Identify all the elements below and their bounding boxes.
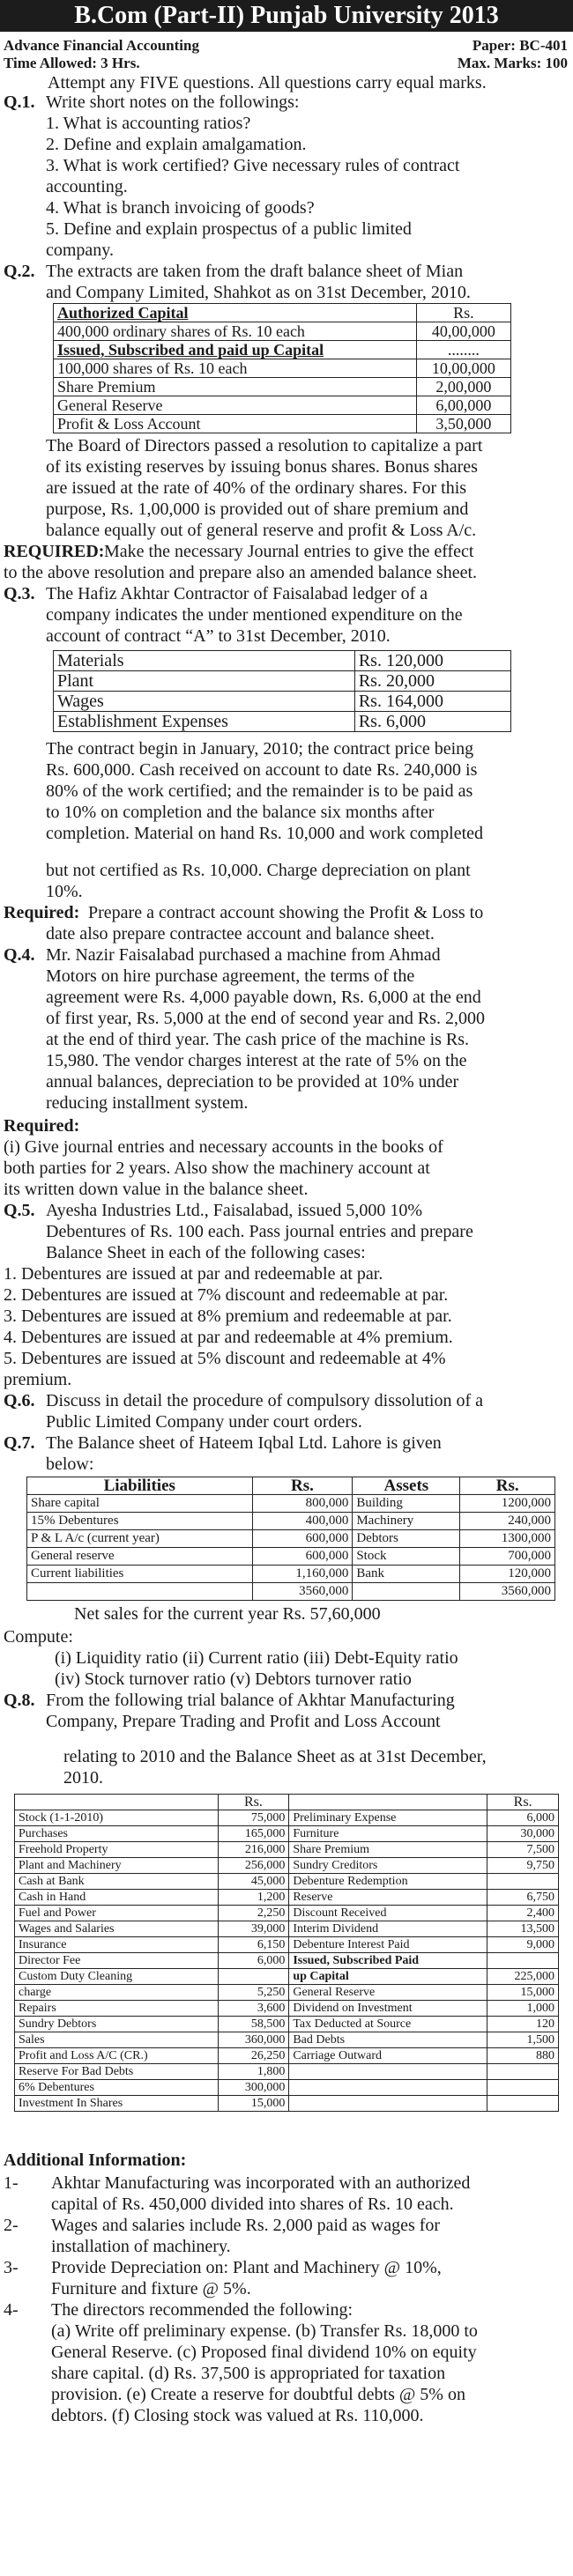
q2-text: The extracts are taken from the draft balance sheet of Mian	[46, 262, 464, 281]
q6-text: Public Limited Company under court orders.	[46, 1412, 362, 1432]
table-row	[15, 1953, 559, 1969]
additional-item-text: Furniture and fixture @ 5%.	[51, 2279, 251, 2298]
q5-text: Ayesha Industries Ltd., Faisalabad, issued 5,000 10%	[46, 1201, 422, 1220]
table-cell: 100,000 shares of Rs. 10 each	[54, 359, 417, 378]
trial-balance-table	[14, 1794, 559, 2112]
table-cell: Cash in Hand	[15, 1890, 219, 1906]
table-cell: 300,000	[218, 2080, 289, 2096]
table-cell: Preliminary Expense	[289, 1810, 487, 1826]
table-row	[15, 1874, 559, 1890]
table-cell: Current liabilities	[27, 1566, 253, 1583]
table-cell: 1,500	[487, 2032, 559, 2048]
q1-item: 5. Define and explain prospectus of a public limited	[46, 219, 412, 239]
table-cell: 880	[487, 2048, 559, 2064]
q4-text: reducing installment system.	[46, 1093, 249, 1113]
table-cell: 6% Debentures	[15, 2080, 219, 2096]
additional-item-number: 2-	[4, 2216, 19, 2235]
table-row	[15, 1890, 559, 1906]
table-cell: 6,150	[218, 1937, 289, 1953]
table-cell: Discount Received	[289, 1906, 487, 1921]
table-cell: 165,000	[218, 1826, 289, 1842]
table-cell: 40,00,000	[416, 322, 510, 341]
table-cell: 13,500	[487, 1921, 559, 1937]
q2-required-label: REQUIRED:	[4, 542, 105, 561]
table-cell	[487, 1953, 559, 1969]
table-cell: Purchases	[15, 1826, 219, 1842]
table-cell: Rs. 120,000	[354, 651, 510, 671]
table-cell: 400,000	[252, 1513, 353, 1530]
table-cell: Rs. 20,000	[354, 671, 510, 692]
table-cell: 15,000	[487, 1985, 559, 2001]
table-cell: Furniture	[289, 1826, 487, 1842]
additional-item-number: 4-	[4, 2300, 19, 2320]
q2-required: Make the necessary Journal entries to give the effect	[104, 542, 474, 561]
table-row	[27, 1566, 555, 1583]
q1-item: accounting.	[46, 177, 128, 196]
table-cell: 1,160,000	[252, 1566, 353, 1583]
table-cell: Debenture Interest Paid	[289, 1937, 487, 1953]
table-cell: Carriage Outward	[289, 2048, 487, 2064]
q7-compute: (iv) Stock turnover ratio (v) Debtors turnover ratio	[55, 1669, 412, 1689]
q2-label: Q.2.	[4, 262, 35, 281]
q5-item: 5. Debentures are issued at 5% discount and redeemable at 4%	[4, 1349, 446, 1368]
table-row	[15, 1826, 559, 1842]
q3-label: Q.3.	[4, 584, 35, 603]
table-cell	[289, 2096, 487, 2112]
q3-text: 80% of the work certified; and the remainder is to be paid as	[46, 781, 473, 801]
max-marks: Max. Marks: 100	[457, 55, 568, 71]
q2-text: purpose, Rs. 1,00,000 is provided out of share premium and	[46, 500, 469, 519]
q1-item: 2. Define and explain amalgamation.	[46, 135, 307, 154]
table-cell: 6,000	[218, 1953, 289, 1969]
q3-text: completion. Material on hand Rs. 10,000 and work completed	[46, 824, 484, 843]
q5-item: premium.	[4, 1370, 72, 1389]
table-cell: Insurance	[15, 1937, 219, 1953]
table-cell: 240,000	[460, 1513, 555, 1530]
q4-required: (i) Give journal entries and necessary accounts in the books of	[4, 1137, 443, 1157]
q7-text: below:	[46, 1455, 94, 1474]
q8-text: From the following trial balance of Akhtar Manufacturing	[46, 1691, 455, 1710]
q5-text: Debentures of Rs. 100 each. Pass journal entries and prepare	[46, 1222, 473, 1241]
table-cell: Plant	[54, 671, 355, 692]
q4-required: both parties for 2 years. Also show the machinery account at	[4, 1158, 430, 1178]
table-header: Rs.	[252, 1477, 353, 1495]
q2-text: The Board of Directors passed a resolution to capitalize a part	[46, 436, 483, 455]
q4-text: annual balances, depreciation to be provided at 10% under	[46, 1072, 459, 1092]
additional-item-text: General Reserve. (c) Proposed final dividend 10% on equity	[51, 2343, 477, 2362]
table-cell: 700,000	[460, 1548, 555, 1566]
table-cell: Freehold Property	[15, 1842, 219, 1858]
q7-label: Q.7.	[4, 1433, 35, 1453]
table-cell: Bank	[353, 1566, 460, 1583]
q3-text: account of contract “A” to 31st December, 2010.	[46, 626, 391, 646]
table-row	[54, 359, 511, 378]
table-total: 3560,000	[460, 1583, 555, 1601]
table-cell	[487, 2064, 559, 2080]
table-cell: 58,500	[218, 2017, 289, 2032]
table-cell: Director Fee	[15, 1953, 219, 1969]
q3-text: to 10% on completion and the balance six months after	[46, 803, 435, 822]
table-cell: 256,000	[218, 1858, 289, 1874]
table-row	[15, 1906, 559, 1921]
table-cell	[487, 2080, 559, 2096]
table-header: Assets	[353, 1477, 460, 1495]
table-cell: 15,000	[218, 2096, 289, 2112]
table-cell	[289, 2080, 487, 2096]
q3-required: Prepare a contract account showing the Profit & Loss to	[88, 903, 484, 922]
table-cell: 75,000	[218, 1810, 289, 1826]
q4-text: Motors on hire purchase agreement, the terms of the	[46, 966, 415, 986]
table-cell: 1,200	[218, 1890, 289, 1906]
q3-text: Rs. 600,000. Cash received on account to date Rs. 240,000 is	[46, 760, 478, 780]
additional-item-text: The directors recommended the following:	[51, 2300, 353, 2320]
table-header	[15, 1795, 219, 1810]
table-cell: Share Premium	[289, 1842, 487, 1858]
q7-net-sales: Net sales for the current year Rs. 57,60,000	[74, 1604, 381, 1624]
table-cell: Sundry Debtors	[15, 2017, 219, 2032]
q4-label: Q.4.	[4, 945, 35, 965]
table-row	[27, 1513, 555, 1530]
table-row	[54, 322, 511, 341]
table-cell: 15% Debentures	[27, 1513, 253, 1530]
q8-text: Company, Prepare Trading and Profit and Loss Account	[46, 1712, 441, 1731]
table-cell: Share capital	[27, 1495, 253, 1513]
table-cell: Sundry Creditors	[289, 1858, 487, 1874]
table-cell	[27, 1583, 253, 1601]
table-cell: Interim Dividend	[289, 1921, 487, 1937]
table-cell: 9,000	[487, 1937, 559, 1953]
table-row	[15, 1969, 559, 1985]
q5-item: 2. Debentures are issued at 7% discount and redeemable at par.	[4, 1285, 449, 1305]
q7-compute: (i) Liquidity ratio (ii) Current ratio (iii) Debt-Equity ratio	[55, 1648, 458, 1668]
q3-required: date also prepare contractee account and balance sheet.	[46, 924, 435, 944]
q4-text: Mr. Nazir Faisalabad purchased a machine from Ahmad	[46, 945, 441, 965]
q5-item: 1. Debentures are issued at par and redeemable at par.	[4, 1264, 383, 1284]
table-row	[15, 2080, 559, 2096]
table-cell: 600,000	[252, 1548, 353, 1566]
table-cell: Reserve For Bad Debts	[15, 2064, 219, 2080]
table-cell: Machinery	[353, 1513, 460, 1530]
q2-text: and Company Limited, Shahkot as on 31st December, 2010.	[46, 283, 471, 302]
table-cell: 360,000	[218, 2032, 289, 2048]
table-cell: Wages and Salaries	[15, 1921, 219, 1937]
table-row	[27, 1530, 555, 1548]
table-cell: Dividend on Investment	[289, 2001, 487, 2017]
table-cell: Reserve	[289, 1890, 487, 1906]
q8-text: relating to 2010 and the Balance Sheet as at 31st December,	[63, 1747, 487, 1766]
table-cell: Rs. 164,000	[354, 692, 510, 712]
table-cell: 1,800	[218, 2064, 289, 2080]
additional-item-text: Wages and salaries include Rs. 2,000 paid as wages for	[51, 2216, 441, 2235]
table-cell: Issued, Subscribed Paid	[289, 1953, 487, 1969]
q1-label: Q.1.	[4, 93, 35, 112]
additional-item-text: share capital. (d) Rs. 37,500 is appropriated for taxation	[51, 2364, 446, 2383]
table-cell: Profit and Loss A/C (CR.)	[15, 2048, 219, 2064]
table-cell	[487, 2096, 559, 2112]
table-row	[54, 396, 511, 415]
table-cell: 2,250	[218, 1906, 289, 1921]
table-cell	[353, 1583, 460, 1601]
q5-text: Balance Sheet in each of the following cases:	[46, 1243, 366, 1262]
instructions: Attempt any FIVE questions. All questions carry equal marks.	[48, 73, 487, 93]
additional-item-number: 3-	[4, 2258, 19, 2277]
table-cell	[487, 1874, 559, 1890]
q2-text: balance equally out of general reserve and profit & Loss A/c.	[46, 521, 477, 540]
table-cell: Profit & Loss Account	[54, 415, 417, 433]
table-cell: Stock	[353, 1548, 460, 1566]
table-row	[15, 1810, 559, 1826]
table-row	[54, 712, 511, 732]
table-cell: 225,000	[487, 1969, 559, 1985]
q1-item: 3. What is work certified? Give necessary rules of contract	[46, 156, 460, 175]
q3-text: company indicates the under mentioned expenditure on the	[46, 605, 463, 625]
table-header: Rs.	[487, 1795, 559, 1810]
q3-text: 10%.	[46, 882, 83, 901]
table-cell: 400,000 ordinary shares of Rs. 10 each	[54, 322, 417, 341]
table-cell: 216,000	[218, 1842, 289, 1858]
q7-text: The Balance sheet of Hateem Iqbal Ltd. Lahore is given	[46, 1433, 442, 1453]
table-row	[27, 1548, 555, 1566]
table-cell: Plant and Machinery	[15, 1858, 219, 1874]
table-row	[27, 1495, 555, 1513]
table-cell: Debenture Redemption	[289, 1874, 487, 1890]
table-row	[15, 1795, 559, 1810]
time-allowed: Time Allowed: 3 Hrs.	[4, 55, 140, 71]
table-cell: 120	[487, 2017, 559, 2032]
table-cell: 9,750	[487, 1858, 559, 1874]
table-cell: 120,000	[460, 1566, 555, 1583]
table-row	[54, 378, 511, 396]
additional-item-text: capital of Rs. 450,000 divided into shares of Rs. 10 each.	[51, 2195, 454, 2214]
table-row	[15, 2017, 559, 2032]
q8-label: Q.8.	[4, 1691, 35, 1710]
q4-text: of first year, Rs. 5,000 at the end of second year and Rs. 2,000	[46, 1009, 485, 1028]
page-title: B.Com (Part-II) Punjab University 2013	[0, 0, 573, 32]
table-cell: 1300,000	[460, 1530, 555, 1548]
table-cell: Rs. 6,000	[354, 712, 510, 732]
additional-item-text: installation of machinery.	[51, 2237, 231, 2256]
q1-item: 1. What is accounting ratios?	[46, 114, 251, 133]
table-cell: Tax Deducted at Source	[289, 2017, 487, 2032]
table-cell: Stock (1-1-2010)	[15, 1810, 219, 1826]
table-cell: charge	[15, 1985, 219, 2001]
table-cell: 10,00,000	[416, 359, 510, 378]
q3-text: but not certified as Rs. 10,000. Charge depreciation on plant	[46, 861, 471, 880]
q5-item: 3. Debentures are issued at 8% premium and redeemable at par.	[4, 1307, 452, 1326]
table-row	[54, 304, 511, 322]
table-cell: 600,000	[252, 1530, 353, 1548]
table-cell: Rs.	[416, 304, 510, 322]
table-cell: Fuel and Power	[15, 1906, 219, 1921]
table-cell: 1200,000	[460, 1495, 555, 1513]
table-header	[289, 1795, 487, 1810]
table-cell: 3,50,000	[416, 415, 510, 433]
table-cell: 5,250	[218, 1985, 289, 2001]
table-header: Rs.	[460, 1477, 555, 1495]
table-cell: Issued, Subscribed and paid up Capital	[54, 341, 417, 359]
table-row	[15, 1842, 559, 1858]
table-cell: Establishment Expenses	[54, 712, 355, 732]
table-cell: Share Premium	[54, 378, 417, 396]
additional-item-text: debtors. (f) Closing stock was valued at Rs. 110,000.	[51, 2406, 424, 2425]
table-row	[54, 651, 511, 671]
table-cell: Repairs	[15, 2001, 219, 2017]
q4-text: 15,980. The vendor charges interest at the rate of 5% on the	[46, 1051, 467, 1070]
table-row	[15, 2048, 559, 2064]
table-cell: ........	[416, 341, 510, 359]
q3-required-label: Required:	[4, 903, 80, 922]
additional-item-text: Provide Depreciation on: Plant and Machinery @ 10%,	[51, 2258, 442, 2277]
trial-balance-body	[15, 1810, 559, 2112]
q1-item: 4. What is branch invoicing of goods?	[46, 198, 315, 218]
q1-item: company.	[46, 241, 115, 260]
additional-item-text: (a) Write off preliminary expense. (b) Transfer Rs. 18,000 to	[51, 2321, 478, 2341]
q8-additional-label: Additional Information:	[4, 2150, 187, 2170]
q4-required-label: Required:	[4, 1116, 80, 1136]
table-cell	[289, 2064, 487, 2080]
table-cell: Building	[353, 1495, 460, 1513]
table-cell: Authorized Capital	[54, 304, 417, 322]
table-cell: 39,000	[218, 1921, 289, 1937]
q5-label: Q.5.	[4, 1201, 35, 1220]
table-cell: 800,000	[252, 1495, 353, 1513]
q2-text: of its existing reserves by issuing bonus shares. Bonus shares	[46, 457, 478, 477]
table-cell: Investment In Shares	[15, 2096, 219, 2112]
q4-text: agreement were Rs. 4,000 payable down, Rs. 6,000 at the end	[46, 988, 481, 1007]
additional-item-number: 1-	[4, 2173, 19, 2193]
table-row	[15, 1937, 559, 1953]
table-cell: Bad Debts	[289, 2032, 487, 2048]
table-cell: 1,000	[487, 2001, 559, 2017]
table-cell: 30,000	[487, 1826, 559, 1842]
q4-required: its written down value in the balance sheet.	[4, 1180, 309, 1199]
q2-text: are issued at the rate of 40% of the ordinary shares. For this	[46, 478, 467, 498]
q4-text: at the end of third year. The cash price of the machine is Rs.	[46, 1030, 470, 1049]
table-row	[15, 2096, 559, 2112]
table-cell: up Capital	[289, 1969, 487, 1985]
q6-label: Q.6.	[4, 1391, 35, 1410]
additional-item-text: Akhtar Manufacturing was incorporated with an authorized	[51, 2173, 471, 2193]
table-row	[54, 671, 511, 692]
table-cell: General Reserve	[289, 1985, 487, 2001]
table-cell: 2,00,000	[416, 378, 510, 396]
table-row	[15, 1858, 559, 1874]
table-cell: 6,00,000	[416, 396, 510, 415]
subject-name: Advance Financial Accounting	[4, 37, 199, 54]
table-row	[54, 692, 511, 712]
table-total: 3560,000	[252, 1583, 353, 1601]
table-row	[15, 2032, 559, 2048]
table-row	[54, 341, 511, 359]
paper-code: Paper: BC-401	[472, 37, 568, 54]
table-cell: 2,400	[487, 1906, 559, 1921]
table-row	[27, 1583, 555, 1601]
capital-table	[53, 303, 511, 433]
table-cell: 6,000	[487, 1810, 559, 1826]
table-row	[15, 1985, 559, 2001]
q5-item: 4. Debentures are issued at par and redeemable at 4% premium.	[4, 1328, 453, 1347]
table-cell: General Reserve	[54, 396, 417, 415]
table-row	[54, 415, 511, 433]
table-row	[15, 2064, 559, 2080]
table-cell: Cash at Bank	[15, 1874, 219, 1890]
q8-text: 2010.	[63, 1768, 103, 1788]
q3-text: The Hafiz Akhtar Contractor of Faisalabad ledger of a	[46, 584, 428, 603]
table-cell: Debtors	[353, 1530, 460, 1548]
table-row	[15, 1921, 559, 1937]
table-cell: Wages	[54, 692, 355, 712]
table-cell: 26,250	[218, 2048, 289, 2064]
table-cell: General reserve	[27, 1548, 253, 1566]
q6-text: Discuss in detail the procedure of compulsory dissolution of a	[46, 1391, 484, 1410]
table-cell	[218, 1969, 289, 1985]
table-cell: Materials	[54, 651, 355, 671]
q2-required: to the above resolution and prepare also an amended balance sheet.	[4, 563, 478, 582]
table-cell: 3,600	[218, 2001, 289, 2017]
contract-expense-table	[53, 650, 511, 732]
table-cell: Custom Duty Cleaning	[15, 1969, 219, 1985]
table-header: Rs.	[218, 1795, 289, 1810]
q1-intro: Write short notes on the followings:	[46, 93, 300, 112]
table-row	[15, 2001, 559, 2017]
table-cell: Sales	[15, 2032, 219, 2048]
table-cell: P & L A/c (current year)	[27, 1530, 253, 1548]
table-row	[27, 1477, 555, 1495]
q7-compute-label: Compute:	[4, 1627, 73, 1647]
table-cell: 7,500	[487, 1842, 559, 1858]
q3-text: The contract begin in January, 2010; the contract price being	[46, 739, 474, 759]
balance-sheet-table	[26, 1477, 555, 1601]
table-header: Liabilities	[27, 1477, 253, 1495]
table-cell: 6,750	[487, 1890, 559, 1906]
table-cell: 45,000	[218, 1874, 289, 1890]
additional-item-text: provision. (e) Create a reserve for doubtful debts @ 5% on	[51, 2385, 465, 2404]
